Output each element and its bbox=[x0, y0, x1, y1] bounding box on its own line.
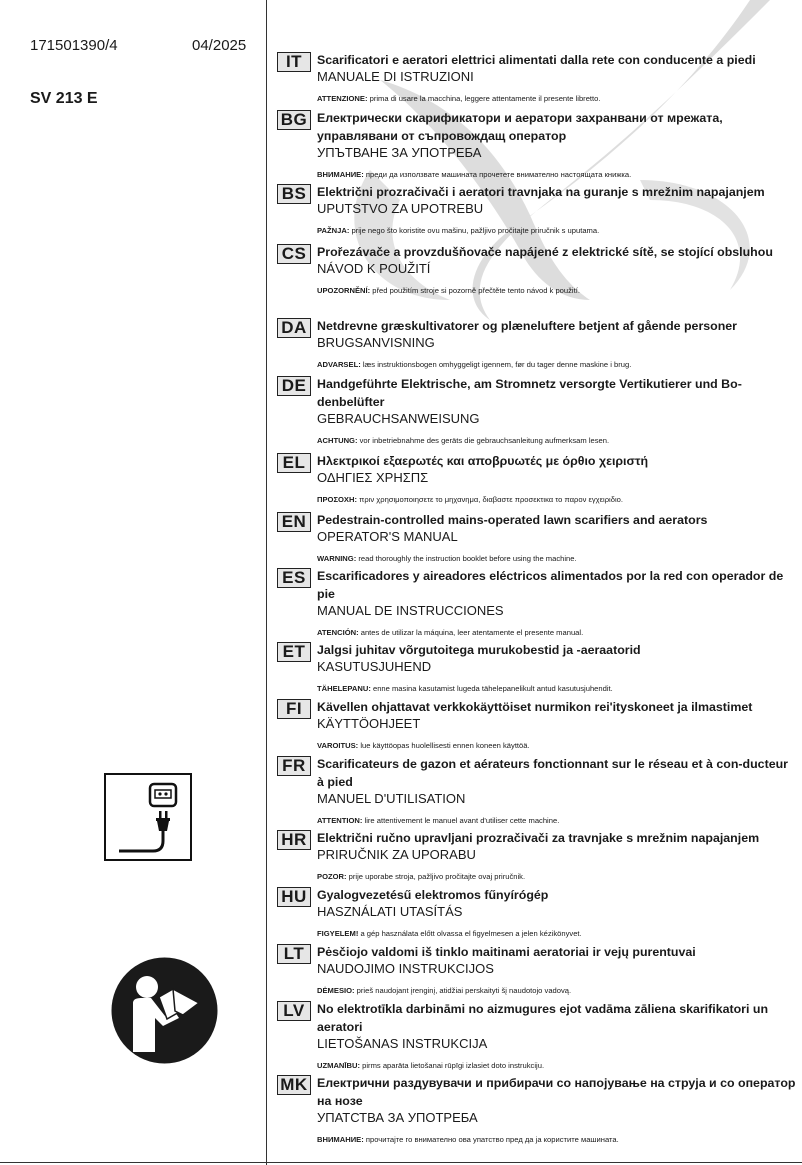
manual-type: GEBRAUCHSANWEISUNG bbox=[317, 411, 480, 426]
language-code-badge: LV bbox=[277, 1001, 311, 1021]
language-code-badge: ET bbox=[277, 642, 311, 662]
language-code-badge: CS bbox=[277, 244, 311, 264]
warning-label: ATENCIÓN: bbox=[317, 628, 359, 637]
manual-type: ΟΔΗΓΙΕΣ ΧΡΗΣΠΣ bbox=[317, 470, 429, 485]
language-code-badge: FR bbox=[277, 756, 311, 776]
warning-label: POZOR: bbox=[317, 872, 347, 881]
language-section-it bbox=[277, 50, 797, 108]
warning-text: read thoroughly the instruction booklet before using the machine. bbox=[356, 554, 577, 563]
language-section-fi bbox=[277, 697, 797, 754]
warning-label: PAŽNJA: bbox=[317, 226, 350, 235]
warning-label: DĖMESIO: bbox=[317, 986, 355, 995]
warning-note bbox=[317, 628, 797, 638]
manual-type: PRIRUČNIK ZA UPORABU bbox=[317, 847, 476, 862]
warning-label: ACHTUNG: bbox=[317, 436, 358, 445]
product-title: No elektrotīkla darbināmi no aizmugures ejot vadāma zāliena skarifikatori un aeratori bbox=[317, 1002, 769, 1034]
warning-note bbox=[317, 1061, 797, 1071]
language-section-el bbox=[277, 451, 797, 510]
language-code-badge: BS bbox=[277, 184, 311, 204]
language-section-de bbox=[277, 374, 797, 451]
manual-type: MANUAL DE INSTRUCCIONES bbox=[317, 603, 504, 618]
warning-note bbox=[317, 360, 797, 370]
manual-type: UPUTSTVO ZA UPOTREBU bbox=[317, 201, 484, 216]
language-code-badge: EN bbox=[277, 512, 311, 532]
language-sections bbox=[277, 50, 797, 1147]
warning-note bbox=[317, 741, 797, 751]
warning-note bbox=[317, 436, 797, 446]
language-code-badge: HU bbox=[277, 887, 311, 907]
language-section-et bbox=[277, 640, 797, 697]
read-manual-icon bbox=[111, 957, 218, 1064]
warning-text: lue käyttöopas huolellisesti ennen koneen käyttöä. bbox=[358, 741, 530, 750]
manual-type: NÁVOD K POUŽITÍ bbox=[317, 261, 431, 276]
warning-label: UPOZORNĚNÍ: bbox=[317, 286, 371, 295]
language-section-cs bbox=[277, 242, 797, 316]
warning-note bbox=[317, 986, 797, 996]
product-title: Jalgsi juhitav võrgutoitega murukobestid ja -aeraatorid bbox=[317, 643, 641, 657]
warning-label: ВНИМАНИЕ: bbox=[317, 1135, 364, 1144]
language-section-lt bbox=[277, 942, 797, 999]
product-title: Netdrevne græskultivatorer og plæneluftere betjent af gående personer bbox=[317, 319, 738, 333]
warning-label: FIGYELEM! bbox=[317, 929, 359, 938]
language-section-bs bbox=[277, 182, 797, 242]
warning-text: prije nego što koristite ovu mašinu, pažljivo pročitajte priručnik s uputama. bbox=[349, 226, 600, 235]
warning-text: prima di usare la macchina, leggere attentamente il presente libretto. bbox=[367, 94, 601, 103]
warning-note bbox=[317, 684, 797, 694]
document-number: 171501390/4 bbox=[30, 37, 118, 54]
language-section-mk bbox=[277, 1073, 797, 1147]
product-title: Električni prozračivači i aeratori travnjaka na guranje s mrežnim napajanjem bbox=[317, 185, 765, 199]
manual-type: УПАТСТВА ЗА УПОТРЕБА bbox=[317, 1110, 478, 1125]
product-title: Scarificatori e aeratori elettrici alimentati dalla rete con conducente a piedi bbox=[317, 53, 756, 67]
mains-plug-icon bbox=[104, 773, 192, 861]
warning-text: преди да използвате машината прочетете внимателно настоящата книжка. bbox=[363, 170, 632, 179]
warning-note bbox=[317, 286, 797, 296]
language-section-hu bbox=[277, 885, 797, 942]
product-title: Pėsčiojo valdomi iš tinklo maitinami aeratoriai ir vejų purentuvai bbox=[317, 945, 696, 959]
warning-text: pirms aparāta lietošanai rūpīgi izlasiet doto instrukciju. bbox=[360, 1061, 545, 1070]
language-code-badge: MK bbox=[277, 1075, 311, 1095]
language-code-badge: DA bbox=[277, 318, 311, 338]
warning-label: ADVARSEL: bbox=[317, 360, 361, 369]
language-section-da bbox=[277, 316, 797, 374]
product-title: Kävellen ohjattavat verkkokäyttöiset nurmikon rei'ityskoneet ja ilmastimet bbox=[317, 700, 753, 714]
language-section-hr bbox=[277, 828, 797, 885]
warning-note bbox=[317, 170, 797, 180]
warning-text: a gép használata előtt olvassa el figyelmesen a jelen kézikönyvet. bbox=[358, 929, 582, 938]
warning-text: прочитајте го внимателно ова упатство пред да ја користите машината. bbox=[363, 1135, 619, 1144]
warning-note bbox=[317, 929, 797, 939]
product-title: Ηλεκτρικοί εξαερωτές και αποβρυωτές με όρθιο χειριστή bbox=[317, 454, 649, 468]
product-title: Електрични раздувувачи и прибирачи со напојување на струја и со оператор на нозе bbox=[317, 1076, 796, 1108]
warning-note bbox=[317, 226, 797, 236]
warning-label: VAROITUS: bbox=[317, 741, 359, 750]
language-section-lv bbox=[277, 999, 797, 1073]
warning-label: ATTENZIONE: bbox=[317, 94, 368, 103]
column-divider bbox=[266, 0, 267, 1165]
product-title: Escarificadores y aireadores eléctricos alimentados por la red con operador de pie bbox=[317, 569, 784, 601]
warning-note bbox=[317, 554, 797, 564]
warning-note bbox=[317, 1135, 797, 1145]
language-code-badge: DE bbox=[277, 376, 311, 396]
language-code-badge: FI bbox=[277, 699, 311, 719]
warning-text: πριν χρησιμοποιησετε το μηχανημα, διαβαστε προσεκτικα το παρον εγχειριδιο. bbox=[357, 495, 623, 504]
product-title: Електрически скарификатори и аератори захранвани от мрежата, управлявани от съпровождащ оператор bbox=[317, 111, 723, 143]
language-code-badge: BG bbox=[277, 110, 311, 130]
warning-note bbox=[317, 495, 797, 505]
manual-type: УПЪТВАНЕ ЗА УПОТРЕБА bbox=[317, 145, 482, 160]
product-title: Handgeführte Elektrische, am Stromnetz versorgte Vertikutierer und Bo-denbelüfter bbox=[317, 377, 742, 409]
language-code-badge: ES bbox=[277, 568, 311, 588]
warning-text: vor inbetriebnahme des geräts die gebrauchsanleitung aufmerksam lesen. bbox=[357, 436, 610, 445]
warning-note bbox=[317, 94, 797, 104]
warning-label: ΠΡΟΣΟΧΗ: bbox=[317, 495, 357, 504]
warning-label: UZMANĪBU: bbox=[317, 1061, 361, 1070]
product-title: Gyalogvezetésű elektromos fűnyírógép bbox=[317, 888, 549, 902]
warning-label: TÄHELEPANU: bbox=[317, 684, 371, 693]
manual-type: MANUALE DI ISTRUZIONI bbox=[317, 69, 474, 84]
warning-text: prije uporabe stroja, pažljivo pročitajte ovaj priručnik. bbox=[346, 872, 526, 881]
warning-text: enne masina kasutamist lugeda tähelepanelikult antud kasutusjuhendit. bbox=[370, 684, 613, 693]
language-section-en bbox=[277, 510, 797, 566]
model-name: SV 213 E bbox=[30, 90, 98, 107]
language-code-badge: IT bbox=[277, 52, 311, 72]
language-section-bg bbox=[277, 108, 797, 182]
manual-type: KÄYTTÖOHJEET bbox=[317, 716, 421, 731]
manual-type: BRUGSANVISNING bbox=[317, 335, 435, 350]
product-title: Scarificateurs de gazon et aérateurs fonctionnant sur le réseau et à con-ducteur à pied bbox=[317, 757, 788, 789]
warning-label: ВНИМАНИЕ: bbox=[317, 170, 364, 179]
warning-text: lire attentivement le manuel avant d'utiliser cette machine. bbox=[362, 816, 560, 825]
manual-type: MANUEL D'UTILISATION bbox=[317, 791, 466, 806]
publication-date: 04/2025 bbox=[192, 37, 247, 54]
warning-label: WARNING: bbox=[317, 554, 357, 563]
warning-text: antes de utilizar la máquina, leer atentamente el presente manual. bbox=[358, 628, 584, 637]
warning-note bbox=[317, 872, 797, 882]
language-section-es bbox=[277, 566, 797, 640]
product-title: Pedestrain-controlled mains-operated lawn scarifiers and aerators bbox=[317, 513, 708, 527]
product-title: Prořezávače a provzdušňovače napájené z elektrické sítě, se stojící obsluhou bbox=[317, 245, 773, 259]
manual-type: LIETOŠANAS INSTRUKCIJA bbox=[317, 1036, 488, 1051]
manual-type: KASUTUSJUHEND bbox=[317, 659, 432, 674]
warning-text: læs instruktionsbogen omhyggeligt igennem, før du tager denne maskine i brug. bbox=[360, 360, 632, 369]
bottom-rule bbox=[0, 1162, 802, 1163]
language-code-badge: LT bbox=[277, 944, 311, 964]
warning-text: před použitím stroje si pozorně přečtěte tento návod k použití. bbox=[370, 286, 580, 295]
language-code-badge: EL bbox=[277, 453, 311, 473]
manual-type: OPERATOR'S MANUAL bbox=[317, 529, 458, 544]
language-section-fr bbox=[277, 754, 797, 828]
warning-note bbox=[317, 816, 797, 826]
language-code-badge: HR bbox=[277, 830, 311, 850]
warning-label: ATTENTION: bbox=[317, 816, 363, 825]
manual-type: NAUDOJIMO INSTRUKCIJOS bbox=[317, 961, 494, 976]
product-title: Električni ručno upravljani prozračivači za travnjake s mrežnim napajanjem bbox=[317, 831, 760, 845]
manual-type: HASZNÁLATI UTASÍTÁS bbox=[317, 904, 463, 919]
warning-text: prieš naudojant įrenginį, atidžiai perskaityti šį naudotojo vadovą. bbox=[354, 986, 572, 995]
